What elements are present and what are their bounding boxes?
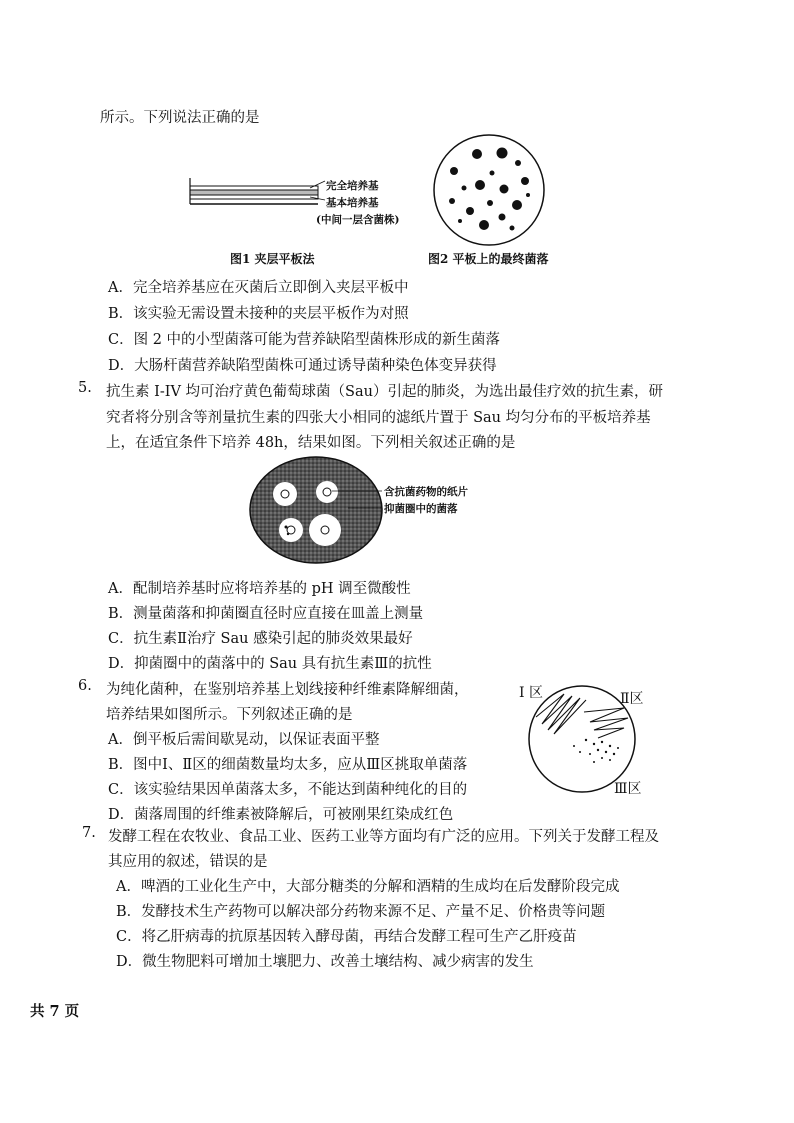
q5-label-colony-in-zone: 抑菌圈中的菌落 bbox=[384, 503, 458, 515]
fig2-caption: 图2 平板上的最终菌落 bbox=[428, 252, 549, 266]
page-footer: 共 7 页 bbox=[30, 1003, 80, 1020]
q4-option-d: D．大肠杆菌营养缺陷型菌株可通过诱导菌种染色体变异获得 bbox=[108, 358, 497, 374]
q5-option-a: A．配制培养基时应将培养基的 pH 调至微酸性 bbox=[108, 581, 411, 597]
q4-option-c: C．图 2 中的小型菌落可能为营养缺陷型菌株形成的新生菌落 bbox=[108, 332, 501, 348]
q6-option-a: A．倒平板后需间歇晃动，以保证表面平整 bbox=[108, 732, 380, 748]
fig1-label-middle-layer: (中间一层含菌株) bbox=[316, 214, 400, 226]
q5-stem-line-3: 上，在适宜条件下培养 48h，结果如图。下列相关叙述正确的是 bbox=[106, 435, 516, 451]
q6-option-d: D．菌落周围的纤维素被降解后，可被刚果红染成红色 bbox=[108, 807, 454, 823]
q5-option-c: C．抗生素Ⅱ治疗 Sau 感染引起的肺炎效果最好 bbox=[108, 631, 413, 647]
q7-option-b: B．发酵技术生产药物可以解决部分药物来源不足、产量不足、价格贵等问题 bbox=[116, 904, 606, 920]
q6-label-zone-1: I 区 bbox=[519, 685, 543, 701]
q6-stem-line-2: 培养结果如图所示。下列叙述正确的是 bbox=[106, 707, 353, 723]
intro-text: 所示。下列说法正确的是 bbox=[100, 110, 260, 126]
q6-label-zone-3: Ⅲ区 bbox=[614, 781, 642, 797]
q7-stem-line-1: 发酵工程在农牧业、食品工业、医药工业等方面均有广泛的应用。下列关于发酵工程及 bbox=[108, 829, 659, 845]
q5-label-paper-disc: 含抗菌药物的纸片 bbox=[384, 486, 468, 498]
q6-label-zone-2: Ⅱ区 bbox=[620, 691, 644, 707]
fig1-caption: 图1 夹层平板法 bbox=[230, 252, 315, 266]
q5-stem-line-2: 究者将分别含等剂量抗生素的四张大小相同的滤纸片置于 Sau 均匀分布的平板培养基 bbox=[106, 410, 651, 426]
q7-number: 7. bbox=[82, 825, 96, 841]
fig1-label-basic-medium: 基本培养基 bbox=[326, 197, 379, 209]
q4-option-b: B．该实验无需设置未接种的夹层平板作为对照 bbox=[108, 306, 409, 322]
q6-option-b: B．图中Ⅰ、Ⅱ区的细菌数量均太多，应从Ⅲ区挑取单菌落 bbox=[108, 757, 468, 773]
q6-number: 6. bbox=[78, 678, 92, 694]
q7-option-c: C．将乙肝病毒的抗原基因转入酵母菌，再结合发酵工程可生产乙肝疫苗 bbox=[116, 929, 577, 945]
q5-option-b: B．测量菌落和抑菌圈直径时应直接在皿盖上测量 bbox=[108, 606, 424, 622]
fig2-plate-colonies bbox=[432, 133, 546, 247]
fig1-layered-plate-diagram bbox=[190, 178, 320, 214]
q6-stem-line-1: 为纯化菌种，在鉴别培养基上划线接种纤维素降解细菌， bbox=[106, 682, 469, 698]
q5-antibiotic-plate-diagram bbox=[248, 454, 388, 566]
q5-option-d: D．抑菌圈中的菌落中的 Sau 具有抗生素Ⅲ的抗性 bbox=[108, 656, 432, 672]
q4-option-a: A．完全培养基应在灭菌后立即倒入夹层平板中 bbox=[108, 280, 409, 296]
q7-stem-line-2: 其应用的叙述，错误的是 bbox=[108, 854, 268, 870]
fig1-label-complete-medium: 完全培养基 bbox=[326, 180, 379, 192]
q6-option-c: C．该实验结果因单菌落太多，不能达到菌种纯化的目的 bbox=[108, 782, 468, 798]
q5-stem-line-1: 抗生素 I-IV 均可治疗黄色葡萄球菌（Sau）引起的肺炎，为选出最佳疗效的抗生素，研 bbox=[106, 384, 663, 400]
q7-option-d: D．微生物肥料可增加土壤肥力、改善土壤结构、减少病害的发生 bbox=[116, 954, 534, 970]
q7-option-a: A．啤酒的工业化生产中，大部分糖类的分解和酒精的生成均在后发酵阶段完成 bbox=[116, 879, 620, 895]
q5-number: 5. bbox=[78, 380, 92, 396]
